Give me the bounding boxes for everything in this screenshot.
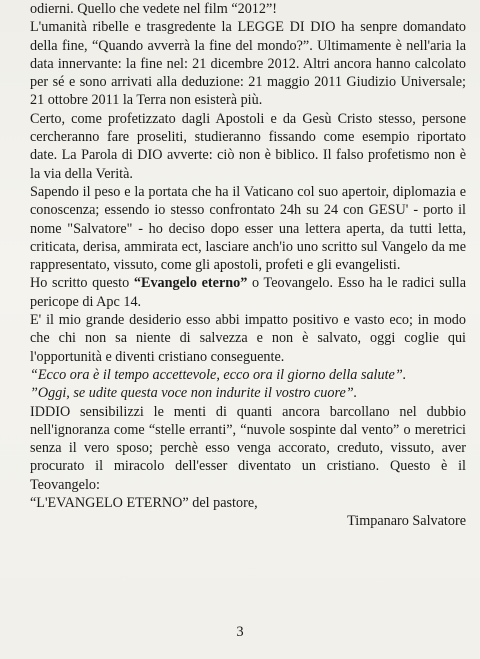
paragraph-4: Sapendo il peso e la portata che ha il Vaticano col suo apertoir, diplomazia e conoscenza; essendo io stesso confrontato 24h su 24 con GESU' - porto il nome "Salvatore" - ho deciso dopo esser una lettera aperta, da tutti letta, criticata, derisa, ammirata ect, lasciare anch'io uno scritto sul Vangelo da me rappresentato, vissuto, come gli apostoli, profeti e gli evangelisti. [30, 183, 466, 274]
paragraph-2: L'umanità ribelle e trasgredente la LEGGE DI DIO ha senpre domandato della fine, “Quando avverrà la fine del mondo?”. Ultimamente è nell'aria la data innervante: la fine nel: 21 dicembre 2012. Altri ancora hanno calcolato per sé e sono arrivati alla deduzione: 21 maggio 2011 Giudizio Universale; 21 ottobre 2011 la Terra non esisterà più. [30, 19, 466, 109]
page-number: 3 [236, 624, 244, 640]
paragraph-5 [30, 274, 466, 311]
paragraph-5-after: o Teovangelo. Esso ha le radici sulla pericope di Apc 14. [30, 275, 466, 310]
paragraph-7: IDDIO sensibilizzi le menti di quanti ancora barcollano nel dubbio nell'ignoranza come “stelle erranti”, “nuvole sospinte dal vento” o meretrici senza il vero sposo; perchè esso venga accorato, creduto, vissuto, aver procurato il miracolo dell'esser diventato un cristiano. Questo è il Teovangelo: [30, 403, 466, 493]
document-body [30, 0, 466, 531]
quote-1: “Ecco ora è il tempo accettevole, ecco ora il giorno della salute”. [30, 366, 407, 383]
closing-line: “L'EVANGELO ETERNO” del pastore, [30, 495, 258, 512]
paragraph-6: E' il mio grande desiderio esso abbi impatto positivo e vasto eco; in modo che chi non sa niente di salvezza e non è salvato, oggi coglie qui l'opportunità e diventi cristiano conseguente. [30, 312, 466, 365]
paragraph-5-before: Ho scritto questo [30, 275, 134, 292]
paragraph-3: Certo, come profetizzato dagli Apostoli e da Gesù Cristo stesso, persone cercheranno fare proseliti, studieranno fissando come esempio riportato date. La Parola di DIO avverte: ciò non è biblico. Il falso profetismo non è la via della Verità. [30, 110, 466, 182]
evangelo-eterno-title: “Evangelo eterno” [133, 275, 248, 292]
signature: Timpanaro Salvatore [347, 513, 466, 530]
quote-2: ”Oggi, se udite questa voce non indurite il vostro cuore”. [30, 385, 358, 402]
paragraph-1: odierni. Quello che vedete nel film “2012”! [30, 1, 278, 17]
